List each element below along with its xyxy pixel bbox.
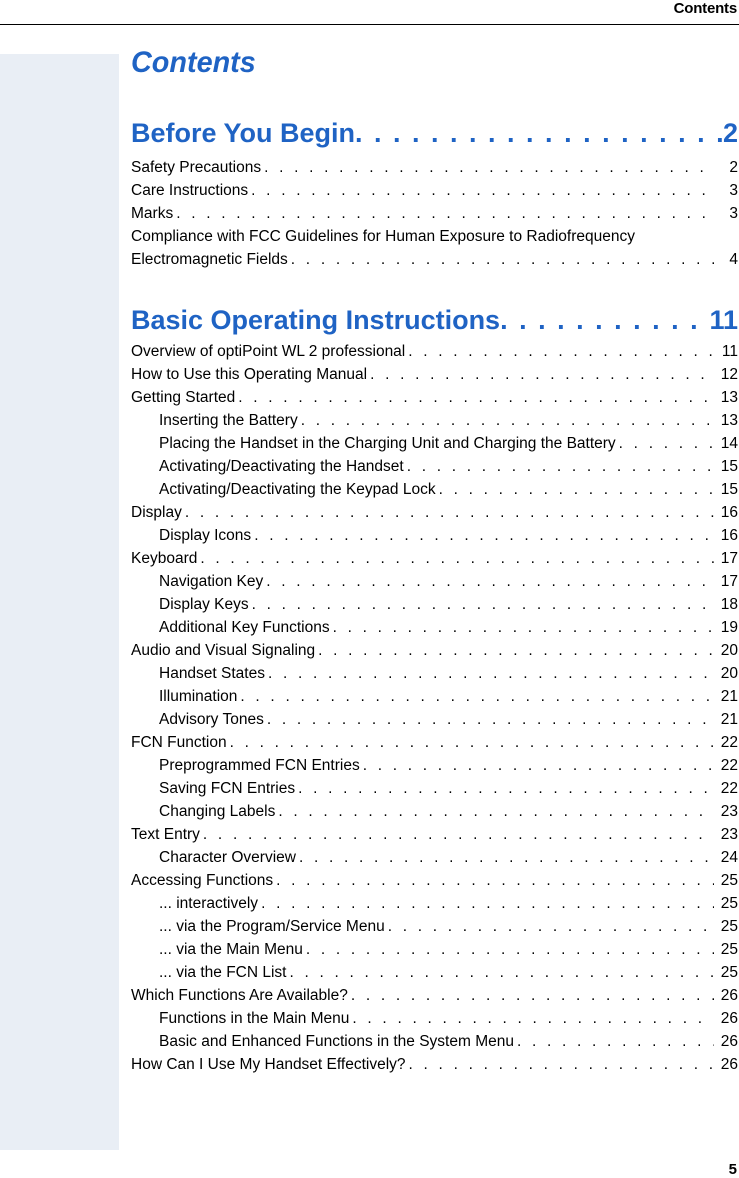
toc-chapter-basic-operating-instructions[interactable] [131,305,738,336]
entry-page: 26 [720,1056,738,1073]
dot-leader [268,665,714,683]
toc-entry[interactable] [131,251,738,274]
entry-page: 26 [720,1010,738,1027]
entry-title: Electromagnetic Fields [131,251,288,268]
entry-page: 21 [720,688,738,705]
dot-leader [299,849,714,867]
toc-entry[interactable] [131,987,738,1010]
entry-title: Compliance with FCC Guidelines for Human Exposure to Radiofrequency [131,228,635,245]
entry-title: Inserting the Battery [159,412,298,429]
entry-page: 25 [720,872,738,889]
entry-page: 21 [720,711,738,728]
dot-leader [363,757,714,775]
dot-leader [276,872,714,890]
dot-leader [370,366,714,384]
entry-title: Saving FCN Entries [159,780,296,797]
toc-subentry[interactable] [159,665,738,688]
entry-page: 17 [720,550,738,567]
entry-page: 26 [720,1033,738,1050]
dot-leader [388,918,714,936]
entry-title: Preprogrammed FCN Entries [159,757,360,774]
toc-subentry[interactable] [159,849,738,872]
entry-title: Audio and Visual Signaling [131,642,316,659]
toc-subentry[interactable] [159,895,738,918]
dot-leader [298,780,714,798]
entry-page: 11 [721,343,738,360]
entry-page: 13 [720,412,738,429]
entry-title: Care Instructions [131,182,249,199]
entry-page: 25 [720,941,738,958]
toc-subentry[interactable] [159,596,738,619]
entry-page: 20 [720,642,738,659]
dot-leader [240,688,714,706]
entry-title: Additional Key Functions [159,619,330,636]
toc-subentry[interactable] [159,435,738,458]
page-title: Contents [131,46,256,79]
entry-title: ... interactively [159,895,259,912]
toc-entry[interactable] [131,550,738,573]
entry-page: 25 [720,918,738,935]
entry-page: 20 [720,665,738,682]
toc-subentry[interactable] [159,941,738,964]
dot-leader [203,826,714,844]
dot-leader [266,573,714,591]
toc-subentry[interactable] [159,573,738,596]
entry-page: 26 [720,987,738,1004]
toc-entry[interactable] [131,826,738,849]
dot-leader [306,941,714,959]
dot-leader [351,987,714,1005]
entry-page: 15 [720,458,738,475]
chapter-page: 11 [709,305,738,335]
toc-subentry[interactable] [159,780,738,803]
entry-title: Getting Started [131,389,236,406]
running-head: Contents [673,0,737,17]
entry-page: 22 [720,780,738,797]
entry-title: Marks [131,205,174,222]
entry-page: 22 [720,734,738,751]
dot-leader [176,205,714,223]
chapter-title: Basic Operating Instructions [131,305,501,335]
entry-title: How to Use this Operating Manual [131,366,368,383]
toc-subentry[interactable] [159,412,738,435]
dot-leader [409,1056,714,1074]
dot-leader [439,481,714,499]
entry-title: Activating/Deactivating the Handset [159,458,404,475]
entry-page: 16 [720,527,738,544]
side-margin-band [0,54,119,1150]
entry-page: 18 [720,596,738,613]
toc-subentry[interactable] [159,481,738,504]
toc-subentry[interactable] [159,803,738,826]
entry-title: Changing Labels [159,803,276,820]
entry-page: 19 [720,619,738,636]
entry-title: Display Icons [159,527,252,544]
entry-page: 3 [729,182,738,199]
dot-leader [261,895,714,913]
toc-subentry[interactable] [159,688,738,711]
chapter-page: 2 [722,118,738,148]
dot-leader [185,504,714,522]
entry-page: 14 [720,435,738,452]
entry-page: 25 [720,895,738,912]
entry-page: 2 [729,159,738,176]
dot-leader [254,527,714,545]
toc-entry[interactable] [131,366,738,389]
toc-subentry[interactable] [159,757,738,780]
dot-leader [408,343,714,361]
entry-title: Functions in the Main Menu [159,1010,350,1027]
entry-title: Advisory Tones [159,711,264,728]
dot-leader [230,734,714,752]
dot-leader [619,435,714,453]
toc-entry[interactable] [131,642,738,665]
entry-title: FCN Function [131,734,227,751]
dot-leader [500,305,709,336]
dot-leader [333,619,714,637]
entry-page: 23 [720,803,738,820]
dot-leader [200,550,714,568]
dot-leader [318,642,714,660]
chapter-title: Before You Begin [131,118,356,148]
header-rule [0,24,739,25]
entry-page: 25 [720,964,738,981]
toc-chapter-before-you-begin[interactable] [131,118,738,149]
entry-title: Which Functions Are Available? [131,987,348,1004]
toc-subentry[interactable] [159,619,738,642]
toc-entry[interactable] [131,205,738,228]
toc-subentry[interactable] [159,918,738,941]
toc-subentry[interactable] [159,711,738,734]
dot-leader [264,159,714,177]
entry-page: 23 [720,826,738,843]
toc-entry[interactable] [131,389,738,412]
entry-title: ... via the Program/Service Menu [159,918,385,935]
entry-page: 16 [720,504,738,521]
toc-entry[interactable] [131,504,738,527]
toc-entry[interactable] [131,228,738,251]
entry-title: Handset States [159,665,265,682]
toc-entry[interactable] [131,1056,738,1079]
entry-title: Keyboard [131,550,198,567]
dot-leader [267,711,714,729]
entry-page: 12 [720,366,738,383]
entry-page: 15 [720,481,738,498]
dot-leader [517,1033,714,1051]
entry-title: ... via the Main Menu [159,941,303,958]
entry-title: Overview of optiPoint WL 2 professional [131,343,406,360]
dot-leader [352,1010,714,1028]
entry-page: 3 [729,205,738,222]
entry-page: 22 [720,757,738,774]
entry-title: Activating/Deactivating the Keypad Lock [159,481,436,498]
toc-entry[interactable] [131,182,738,205]
dot-leader [301,412,714,430]
entry-title: Accessing Functions [131,872,274,889]
entry-title: Placing the Handset in the Charging Unit and Charging the Battery [159,435,616,452]
entry-page: 24 [720,849,738,866]
entry-title: ... via the FCN List [159,964,287,981]
toc-entry[interactable] [131,872,738,895]
entry-page: 13 [720,389,738,406]
entry-title: Illumination [159,688,238,705]
toc-subentry[interactable] [159,1010,738,1033]
toc-entry[interactable] [131,734,738,757]
entry-title: Safety Precautions [131,159,262,176]
entry-page: 4 [729,251,738,268]
entry-title: Basic and Enhanced Functions in the System Menu [159,1033,514,1050]
dot-leader [289,964,714,982]
entry-title: Text Entry [131,826,200,843]
entry-title: Navigation Key [159,573,264,590]
toc-subentry[interactable] [159,1033,738,1056]
dot-leader [278,803,714,821]
dot-leader [407,458,714,476]
dot-leader [355,118,723,149]
toc-entry[interactable] [131,159,738,182]
dot-leader [238,389,714,407]
entry-title: Display [131,504,182,521]
entry-title: Display Keys [159,596,249,613]
toc-subentry[interactable] [159,458,738,481]
toc-subentry[interactable] [159,964,738,987]
toc-entry[interactable] [131,343,738,366]
entry-title: How Can I Use My Handset Effectively? [131,1056,406,1073]
entry-page: 17 [720,573,738,590]
toc-subentry[interactable] [159,527,738,550]
entry-title: Character Overview [159,849,296,866]
dot-leader [251,182,714,200]
dot-leader [252,596,714,614]
page-number: 5 [728,1161,737,1178]
dot-leader [291,251,714,269]
